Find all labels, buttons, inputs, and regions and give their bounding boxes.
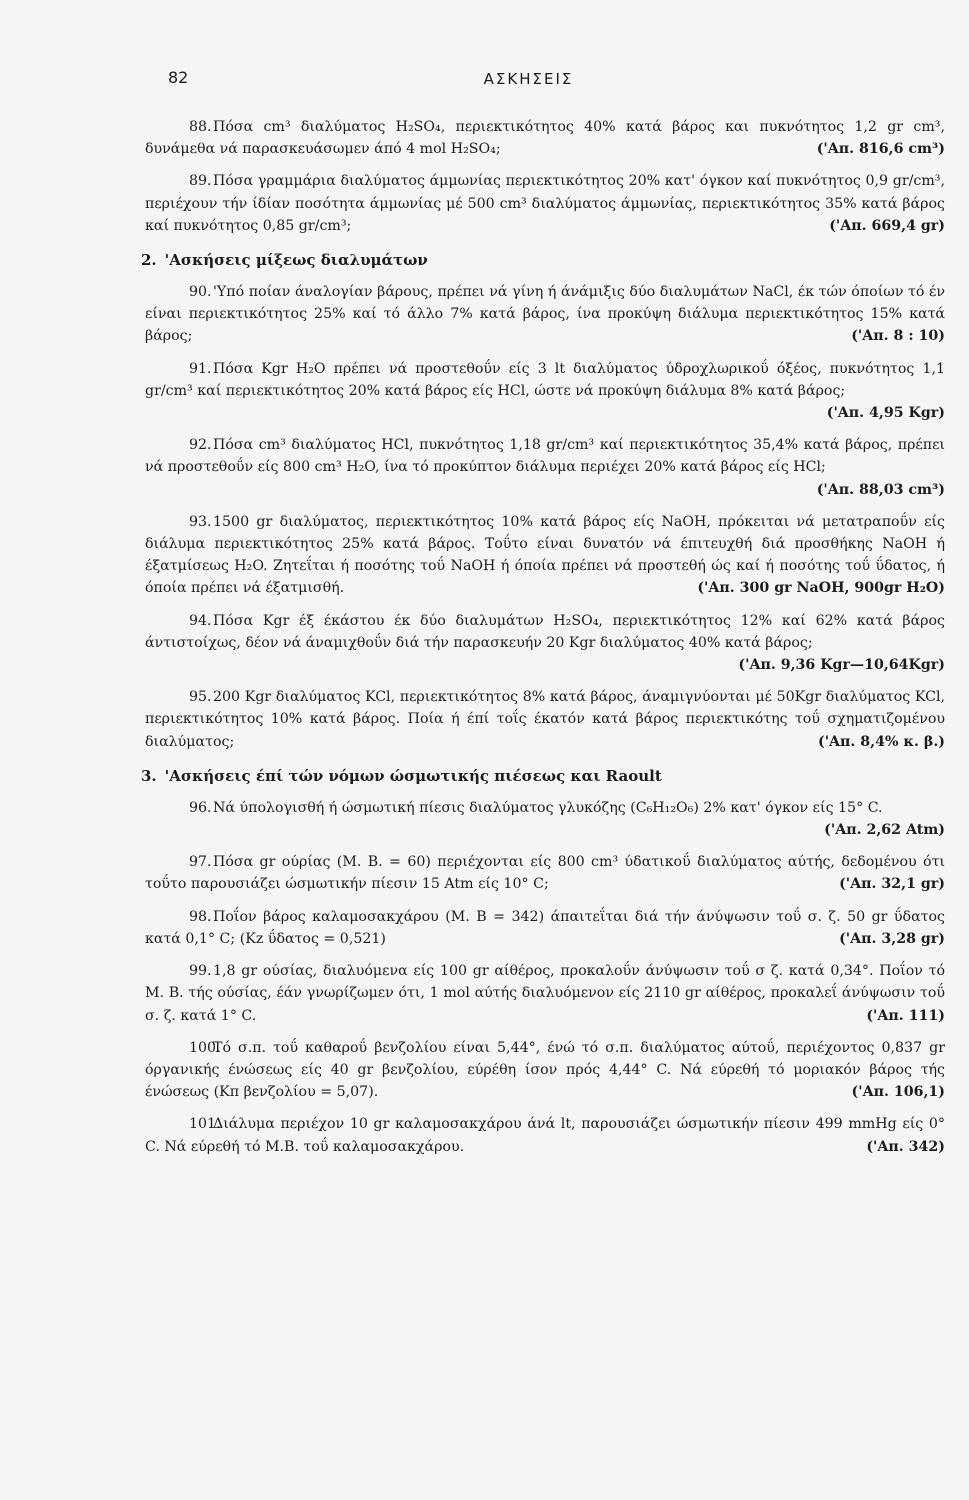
exercise-answer: ('Απ. 3,28 gr): [839, 930, 945, 947]
exercise-answer: ('Απ. 300 gr NaOH, 900gr H₂O): [697, 580, 945, 597]
exercise-number: 94.: [189, 612, 212, 629]
section-title: 'Ασκήσεις μίξεως διαλυμάτων: [164, 251, 428, 270]
exercise-number: 89.: [189, 173, 212, 190]
exercise-number: 90.: [189, 284, 212, 301]
running-title: ΑΣΚΗΣΕΙΣ: [483, 70, 574, 88]
exercise-answer: ('Απ. 669,4 gr): [829, 217, 945, 234]
exercise: [145, 358, 945, 425]
exercise: [145, 170, 945, 237]
exercise-answer: ('Απ. 8,4% κ. β.): [817, 733, 945, 750]
exercise-text: Πόσα γραμμάρια διαλύματος άμμωνίας περιεκτικότητος 20% κατ' όγκον καί πυκνότητος 0,9 gr/cm³, περιέχουν τήν ίδίαν ποσότητα άμμωνίας μέ 500 cm³ διαλύματος άμμωνίας, περιεκτικότητος 35% κατά βάρος καί πυκνότητος 0,85 gr/cm³;: [145, 173, 945, 234]
exercise-text: Τό σ.π. τοΰ καθαροΰ βενζολίου είναι 5,44°, ένώ τό σ.π. διαλύματος αύτοΰ, περιέχοντος 0,837 gr όργανικής ένώσεως είς 40 gr βενζολίου, εύρέθη ίσον πρός 4,44° C. Νά εύρεθή τό μοριακόν βάρος τής ένώσεως (Kπ βενζολίου = 5,07).: [145, 1039, 945, 1101]
exercise: [145, 610, 945, 677]
section-heading: [141, 767, 945, 785]
exercise-number: 101.: [189, 1116, 221, 1133]
exercise-answer: ('Απ. 106,1): [851, 1084, 945, 1101]
exercise: [145, 960, 945, 1027]
exercise-answer: ('Απ. 2,62 Atm): [824, 822, 945, 839]
exercise-answer: ('Απ. 8 : 10): [851, 328, 945, 345]
exercise-number: 93.: [189, 513, 212, 530]
exercise-answer: ('Απ. 32,1 gr): [839, 876, 945, 893]
exercise-text: Πόσα gr ούρίας (M. B. = 60) περιέχονται είς 800 cm³ ύδατικοΰ διαλύματος αύτής, δεδομένου ότι τοΰτο παρουσιάζει ώσμωτικήν πίεσιν 15 Atm είς 10° C;: [145, 854, 945, 893]
exercise-answer: ('Απ. 4,95 Kgr): [826, 405, 945, 422]
exercise-text: Πόσα Kgr έξ έκάστου έκ δύο διαλυμάτων H₂SO₄, περιεκτικότητος 12% καί 62% κατά βάρος άντιστοίχως, δέον νά άναμιχθοΰν διά τήν παρασκευήν 20 Kgr διαλύματος 40% κατά βάρος;: [145, 612, 945, 651]
exercise-text: Πόσα cm³ διαλύματος HCl, πυκνότητος 1,18 gr/cm³ καί περιεκτικότητος 35,4% κατά βάρος, πρέπει νά προστεθοΰν είς 800 cm³ H₂O, ίνα τό προκύπτον διάλυμα περιέχει 20% κατά βάρος είς HCl;: [145, 437, 945, 476]
exercise-number: 98.: [189, 908, 212, 925]
exercise-answer: ('Απ. 816,6 cm³): [816, 141, 945, 158]
exercise-answer: ('Απ. 88,03 cm³): [816, 481, 945, 498]
section-number: 2.: [141, 251, 157, 270]
section-heading: [141, 251, 945, 269]
exercise: [145, 1113, 945, 1157]
exercise-text: 1,8 gr ούσίας, διαλυόμενα είς 100 gr αίθέρος, προκαλοΰν άνύψωσιν τοΰ σ ζ. κατά 0,34°. Ποΐον τό M. B. τής ούσίας, έάν γνωρίζωμεν ότι, 1 mol αύτής διαλυόμενον είς 2110 gr αίθέρος, προκαλεΐ άνύψωσιν τοΰ σ. ζ. κατά 1° C.: [145, 963, 945, 1024]
exercise-list: [141, 116, 945, 1168]
exercise-answer: ('Απ. 342): [866, 1138, 945, 1155]
exercise-number: 96.: [189, 799, 212, 816]
exercise-text: 'Υπό ποίαν άναλογίαν βάρους, πρέπει νά γίνη ή άνάμιξις δύο διαλυμάτων NaCl, έκ τών όποίων τό έν είναι περιεκτικότητος 25% καί τό άλλο 7% κατά βάρος, ίνα προκύψη διάλυμα περιεκτικότητος 15% κατά βάρος;: [145, 284, 945, 345]
exercise-number: 88.: [189, 119, 212, 135]
exercise-text: 200 Kgr διαλύματος KCl, περιεκτικότητος 8% κατά βάρος, άναμιγνύονται μέ 50Kgr διαλύματος KCl, περιεκτικότητος 10% κατά βάρος. Ποία ή έπί τοΐς έκατόν κατά βάρος περιεκτικότης τοΰ σχηματιζομένου διαλύματος;: [145, 689, 945, 750]
exercise: [145, 906, 945, 950]
exercise-number: 92.: [189, 437, 212, 454]
exercise-text: Πόσα cm³ διαλύματος H₂SO₄, περιεκτικότητος 40% κατά βάρος και πυκνότητος 1,2 gr cm³, δυνάμεθα νά παρασκευάσωμεν άπό 4 mol H₂SO₄;: [145, 119, 945, 158]
exercise: [145, 797, 945, 841]
exercise: [145, 511, 945, 600]
exercise-number: 97.: [189, 854, 212, 871]
exercise-number: 95.: [189, 689, 212, 706]
exercise-text: Νά ύπολογισθή ή ώσμωτική πίεσις διαλύματος γλυκόζης (C₆H₁₂O₆) 2% κατ' όγκον είς 15° C.: [213, 799, 883, 816]
exercise-number: 91.: [189, 360, 212, 377]
exercise: [145, 1037, 945, 1104]
page-number: 82: [168, 68, 189, 87]
page-header: [168, 68, 849, 98]
exercise-text: Ποΐον βάρος καλαμοσακχάρου (M. B = 342) άπαιτεΐται διά τήν άνύψωσιν τοΰ σ. ζ. 50 gr ΰδατος κατά 0,1° C; (Kz ΰδατος = 0,521): [145, 908, 945, 947]
exercise: [145, 686, 945, 753]
exercise-text: Διάλυμα περιέχον 10 gr καλαμοσακχάρου άνά lt, παρουσιάζει ώσμωτικήν πίεσιν 499 mmHg είς 0° C. Νά εύρεθή τό M.B. τοΰ καλαμοσακχάρου.: [145, 1116, 945, 1155]
section-number: 3.: [141, 766, 157, 785]
exercise: [145, 281, 945, 348]
exercise-text: Πόσα Kgr H₂O πρέπει νά προστεθοΰν είς 3 lt διαλύματος ύδροχλωρικοΰ όξέος, πυκνότητος 1,1 gr/cm³ καί περιεκτικότητος 20% κατά βάρος είς HCl, ώστε νά προκύψη διάλυμα 8% κατά βάρος;: [145, 360, 945, 399]
exercise-answer: ('Απ. 111): [866, 1007, 945, 1024]
exercise-number: 100.: [189, 1039, 221, 1056]
exercise: [145, 116, 945, 160]
exercise-text: 1500 gr διαλύματος, περιεκτικότητος 10% κατά βάρος είς NaOH, πρόκειται νά μετατραποΰν είς διάλυμα περιεκτικότητος 25% κατά βάρος. Τοΰτο είναι δυνατόν νά έπιτευχθή διά προσθήκης NaOH ή έξατμίσεως H₂O. Ζητεΐται ή ποσότης τοΰ NaOH ή όποία πρέπει νά προστεθή ώς καί ή ποσότης τοΰ ΰδατος, ή όποία πρέπει νά έξατμισθή.: [145, 513, 945, 597]
exercise-answer: ('Απ. 9,36 Kgr—10,64Kgr): [738, 657, 945, 674]
section-title: 'Ασκήσεις έπί τών νόμων ώσμωτικής πιέσεως και Raoult: [164, 766, 662, 785]
exercise: [145, 851, 945, 895]
exercise: [145, 434, 945, 501]
exercise-number: 99.: [189, 963, 212, 980]
